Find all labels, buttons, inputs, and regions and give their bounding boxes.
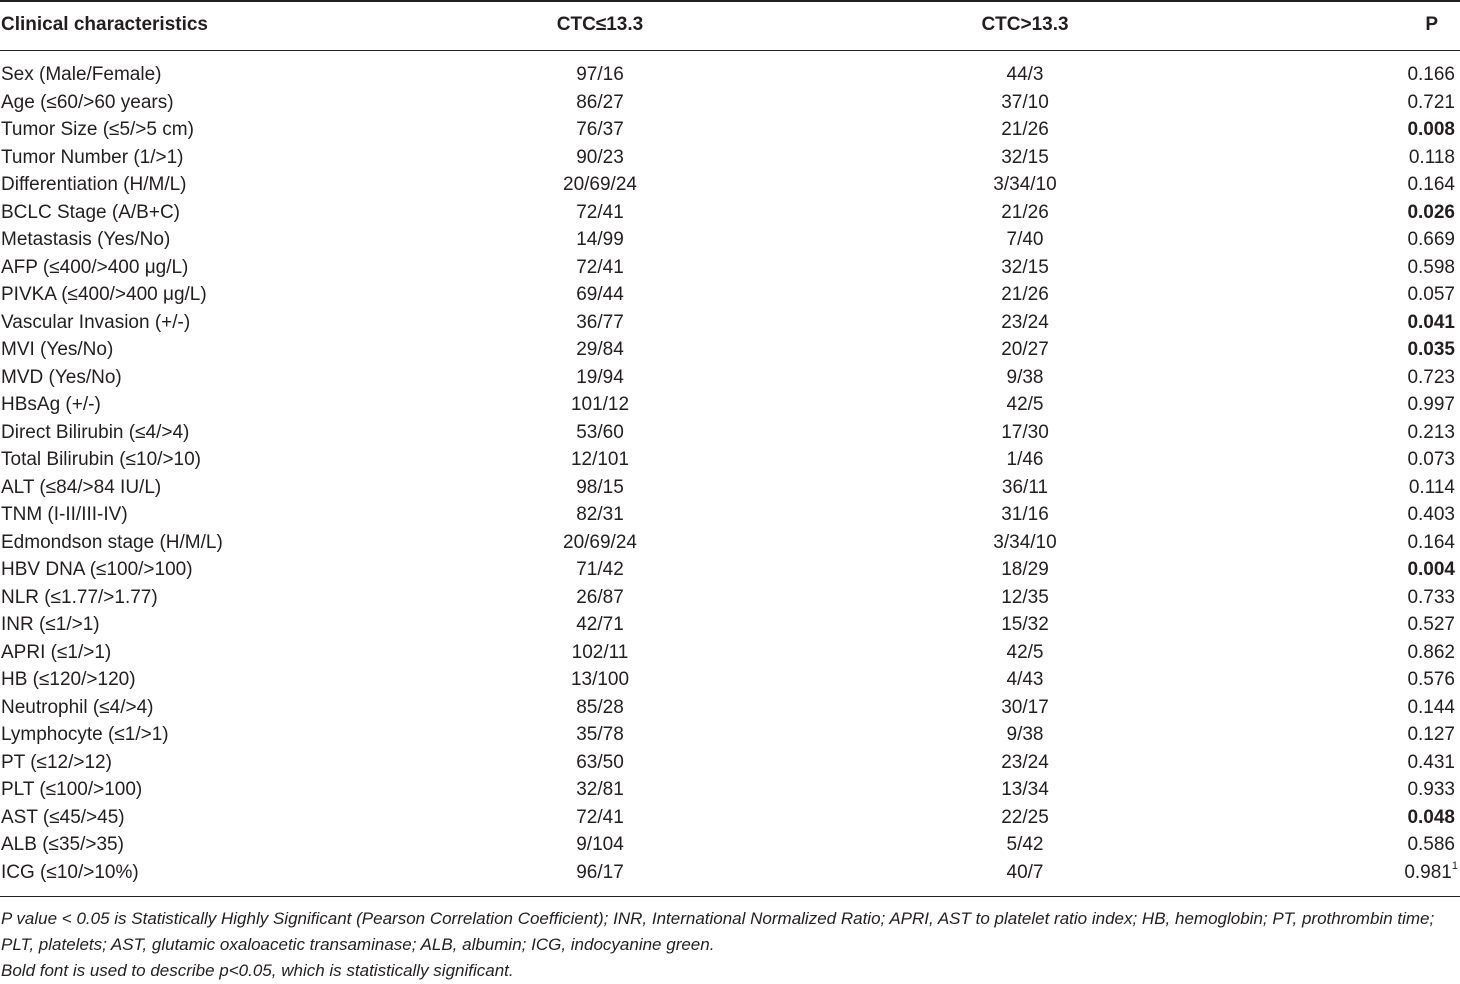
row-ctc-low-value-text: 36/77: [576, 311, 624, 333]
table-row: [0, 226, 1460, 254]
row-ctc-high-value: [850, 171, 1200, 199]
row-label-text: Differentiation (H/M/L): [1, 174, 187, 195]
row-ctc-low-value: [355, 831, 845, 859]
row-p-value: [1200, 171, 1460, 199]
row-p-value-text: 0.586: [1407, 834, 1455, 855]
row-p-value: [1200, 529, 1460, 557]
row-ctc-high-value: [850, 199, 1200, 227]
row-ctc-high-value-text: 31/16: [1001, 504, 1049, 525]
row-label-text: APRI (≤1/>1): [1, 641, 112, 663]
row-label: [0, 859, 360, 887]
row-ctc-high-value-text: 32/15: [1001, 256, 1049, 278]
footnote-bold-explanation: Bold font is used to describe p<0.05, which is statistically significant.: [1, 961, 514, 980]
row-ctc-high-value-text: 21/26: [1001, 201, 1049, 223]
row-ctc-high-value-text: 42/5: [1006, 641, 1044, 663]
row-p-value: [1200, 749, 1460, 777]
header-p-value: P: [1200, 0, 1460, 51]
row-p-value-text: 0.118: [1408, 146, 1455, 168]
table-row: [0, 419, 1460, 447]
row-ctc-low-value-text: 35/78: [576, 724, 624, 745]
row-ctc-low-value: [355, 776, 845, 804]
row-ctc-low-value: [355, 364, 845, 392]
table-row: [0, 859, 1460, 887]
row-ctc-low-value: [355, 199, 845, 227]
row-p-value: [1200, 831, 1460, 859]
row-p-value: [1200, 859, 1460, 887]
row-ctc-high-value: [850, 226, 1200, 254]
row-label-text: HB (≤120/>120): [1, 669, 136, 690]
row-label-text: INR (≤1/>1): [1, 614, 100, 635]
row-p-value: [1200, 666, 1460, 694]
row-ctc-high-value-text: 44/3: [1006, 64, 1044, 85]
row-p-value-text: 0.598: [1407, 256, 1455, 278]
row-label: [0, 831, 360, 859]
row-ctc-high-value: [850, 474, 1200, 502]
row-ctc-low-value-text: 69/44: [576, 284, 624, 305]
row-ctc-low-value-text: 13/100: [570, 669, 630, 690]
row-label-text: Direct Bilirubin (≤4/>4): [1, 421, 190, 443]
row-ctc-high-value: [850, 419, 1200, 447]
row-label: [0, 171, 360, 199]
row-label-text: PLT (≤100/>100): [1, 779, 143, 800]
row-ctc-low-value: [355, 281, 845, 309]
row-p-value-text: 0.164: [1407, 174, 1455, 195]
row-p-value-text: 0.073: [1407, 449, 1455, 470]
row-label: [0, 364, 360, 392]
table-row: [0, 694, 1460, 722]
table-row: [0, 474, 1460, 502]
row-ctc-high-value-text: 32/15: [1001, 146, 1049, 168]
row-label-text: Sex (Male/Female): [1, 64, 162, 85]
row-p-value: [1200, 446, 1460, 474]
row-ctc-high-value-text: 9/38: [1006, 366, 1044, 388]
table-row: [0, 309, 1460, 337]
row-ctc-high-value: [850, 639, 1200, 667]
row-label-text: NLR (≤1.77/>1.77): [1, 586, 158, 608]
table-body: [0, 51, 1460, 887]
table-row: [0, 584, 1460, 612]
row-p-value: [1200, 391, 1460, 419]
row-ctc-low-value-text: 96/17: [576, 861, 624, 883]
row-ctc-high-value: [850, 144, 1200, 172]
row-ctc-low-value: [355, 666, 845, 694]
table-row: [0, 254, 1460, 282]
row-ctc-low-value-text: 42/71: [576, 614, 624, 635]
row-ctc-low-value-text: 85/28: [576, 696, 624, 718]
row-label-text: ICG (≤10/>10%): [1, 861, 139, 883]
table-row: [0, 639, 1460, 667]
row-ctc-low-value: [355, 804, 845, 832]
row-ctc-low-value-text: 19/94: [576, 366, 624, 388]
table-row: [0, 336, 1460, 364]
row-ctc-low-value: [355, 226, 845, 254]
row-ctc-high-value-text: 7/40: [1006, 229, 1044, 250]
footnote-abbreviations: P value < 0.05 is Statistically Highly Significant (Pearson Correlation Coefficient); INR, International Normalized Ratio; APRI, AST to platelet ratio index; HB, hemoglobin; PT, prothrombin time; PLT, platelets; AST, glutamic oxaloacetic transaminase; ALB, albumin; ICG, indocyanine green.: [1, 909, 1435, 954]
row-ctc-high-value-text: 9/38: [1006, 724, 1044, 745]
row-ctc-low-value: [355, 721, 845, 749]
table-row: [0, 556, 1460, 584]
row-p-value: [1200, 281, 1460, 309]
row-ctc-high-value: [850, 116, 1200, 144]
row-ctc-low-value-text: 63/50: [576, 751, 624, 773]
row-p-value: [1200, 254, 1460, 282]
table-row: [0, 116, 1460, 144]
header-ctc-low: CTC≤13.3: [355, 0, 845, 51]
row-ctc-low-value: [355, 584, 845, 612]
row-p-value: [1200, 336, 1460, 364]
row-p-value-text: 0.981: [1404, 861, 1452, 883]
row-label-text: Edmondson stage (H/M/L): [1, 531, 223, 553]
table-row: [0, 171, 1460, 199]
row-p-value-text: 0.862: [1407, 641, 1455, 663]
row-label: [0, 391, 360, 419]
row-label: [0, 556, 360, 584]
row-ctc-low-value-text: 32/81: [576, 779, 624, 800]
row-p-value-text: 0.035: [1407, 339, 1455, 360]
row-label-text: AST (≤45/>45): [1, 806, 125, 828]
row-ctc-high-value-text: 37/10: [1001, 91, 1049, 113]
row-ctc-low-value: [355, 309, 845, 337]
table-row: [0, 89, 1460, 117]
row-ctc-low-value: [355, 116, 845, 144]
row-ctc-low-value: [355, 474, 845, 502]
row-p-value-text: 0.403: [1407, 504, 1455, 525]
row-label-text: Lymphocyte (≤1/>1): [1, 724, 169, 745]
row-label-text: Tumor Size (≤5/>5 cm): [1, 119, 194, 140]
row-p-value: [1200, 144, 1460, 172]
row-p-value-text: 0.144: [1407, 696, 1455, 718]
row-label-text: ALB (≤35/>35): [1, 834, 124, 855]
row-ctc-high-value: [850, 804, 1200, 832]
row-label: [0, 51, 360, 89]
row-ctc-low-value: [355, 446, 845, 474]
row-ctc-low-value-text: 12/101: [570, 449, 630, 470]
row-p-value: [1200, 694, 1460, 722]
row-ctc-low-value-text: 53/60: [576, 421, 624, 443]
row-ctc-high-value: [850, 51, 1200, 89]
row-p-value-text: 0.041: [1407, 311, 1455, 333]
row-ctc-low-value: [355, 51, 845, 89]
row-ctc-low-value-text: 72/41: [576, 201, 624, 223]
row-label-text: Vascular Invasion (+/-): [1, 311, 191, 333]
row-ctc-low-value: [355, 336, 845, 364]
table-row: [0, 199, 1460, 227]
row-ctc-high-value-text: 3/34/10: [993, 531, 1057, 553]
row-p-value-text: 0.527: [1407, 614, 1455, 635]
row-label-text: Tumor Number (1/>1): [1, 146, 184, 168]
row-label: [0, 529, 360, 557]
row-label-text: HBV DNA (≤100/>100): [1, 559, 193, 580]
row-ctc-low-value-text: 97/16: [576, 64, 624, 85]
row-ctc-high-value-text: 30/17: [1001, 696, 1049, 718]
row-ctc-low-value: [355, 529, 845, 557]
row-p-value-text: 0.431: [1407, 751, 1455, 773]
row-p-value: [1200, 639, 1460, 667]
row-ctc-low-value: [355, 254, 845, 282]
table-row: [0, 666, 1460, 694]
row-p-value: [1200, 776, 1460, 804]
row-p-value: [1200, 364, 1460, 392]
row-label-text: Metastasis (Yes/No): [1, 229, 171, 250]
row-ctc-high-value-text: 4/43: [1006, 669, 1044, 690]
row-label: [0, 666, 360, 694]
row-ctc-low-value-text: 71/42: [576, 559, 624, 580]
row-label: [0, 639, 360, 667]
row-ctc-low-value: [355, 89, 845, 117]
row-label-text: Age (≤60/>60 years): [1, 91, 174, 113]
row-label: [0, 336, 360, 364]
row-label-text: AFP (≤400/>400 μg/L): [1, 256, 189, 278]
row-p-value: [1200, 556, 1460, 584]
header-clinical-characteristics: Clinical characteristics: [0, 0, 360, 51]
row-p-value: [1200, 51, 1460, 89]
table-row: [0, 391, 1460, 419]
footnote-marker: 1: [1451, 859, 1458, 872]
table-row: [0, 51, 1460, 89]
row-ctc-low-value-text: 9/104: [576, 834, 624, 855]
row-ctc-high-value-text: 17/30: [1001, 421, 1049, 443]
row-ctc-low-value-text: 90/23: [576, 146, 624, 168]
header-ctc-high: CTC>13.3: [850, 0, 1200, 51]
row-ctc-high-value: [850, 89, 1200, 117]
row-ctc-low-value-text: 102/11: [571, 641, 629, 663]
row-ctc-high-value: [850, 391, 1200, 419]
row-label-text: ALT (≤84/>84 IU/L): [1, 476, 162, 498]
row-ctc-low-value-text: 98/15: [576, 476, 624, 498]
row-ctc-high-value-text: 5/42: [1006, 834, 1044, 855]
row-label: [0, 419, 360, 447]
row-p-value: [1200, 309, 1460, 337]
row-label-text: TNM (I-II/III-IV): [1, 504, 128, 525]
row-p-value: [1200, 584, 1460, 612]
row-p-value-text: 0.997: [1407, 394, 1455, 415]
row-ctc-low-value-text: 86/27: [576, 91, 624, 113]
row-ctc-low-value: [355, 391, 845, 419]
row-label: [0, 226, 360, 254]
row-ctc-high-value: [850, 501, 1200, 529]
row-ctc-high-value-text: 15/32: [1001, 614, 1049, 635]
table-row: [0, 804, 1460, 832]
row-ctc-high-value: [850, 254, 1200, 282]
row-ctc-low-value-text: 101/12: [570, 394, 630, 415]
row-label: [0, 116, 360, 144]
row-ctc-high-value: [850, 831, 1200, 859]
row-ctc-low-value: [355, 419, 845, 447]
row-ctc-high-value-text: 20/27: [1001, 339, 1049, 360]
row-ctc-low-value: [355, 611, 845, 639]
row-p-value-text: 0.733: [1407, 586, 1455, 608]
row-label: [0, 694, 360, 722]
row-p-value: [1200, 721, 1460, 749]
row-label: [0, 721, 360, 749]
row-ctc-high-value: [850, 556, 1200, 584]
table-header-row: [0, 0, 1460, 51]
row-ctc-high-value: [850, 666, 1200, 694]
row-p-value-text: 0.127: [1407, 724, 1455, 745]
row-p-value: [1200, 611, 1460, 639]
row-ctc-high-value-text: 22/25: [1001, 806, 1049, 828]
row-p-value-text: 0.721: [1407, 91, 1455, 113]
row-label: [0, 199, 360, 227]
row-ctc-low-value-text: 82/31: [576, 504, 624, 525]
row-ctc-low-value-text: 29/84: [576, 339, 624, 360]
row-ctc-low-value-text: 72/41: [576, 256, 624, 278]
table-row: [0, 446, 1460, 474]
row-ctc-high-value-text: 36/11: [1001, 476, 1049, 498]
row-p-value-text: 0.114: [1408, 476, 1455, 498]
row-ctc-high-value: [850, 611, 1200, 639]
row-p-value-text: 0.669: [1407, 229, 1455, 250]
row-p-value-text: 0.576: [1407, 669, 1455, 690]
row-ctc-high-value: [850, 281, 1200, 309]
row-p-value-text: 0.164: [1407, 531, 1455, 553]
row-ctc-high-value: [850, 336, 1200, 364]
row-label-text: Neutrophil (≤4/>4): [1, 696, 154, 718]
table-row: [0, 501, 1460, 529]
row-ctc-high-value-text: 18/29: [1001, 559, 1049, 580]
row-p-value-text: 0.723: [1407, 366, 1455, 388]
row-p-value-text: 0.026: [1407, 201, 1455, 223]
row-ctc-high-value: [850, 309, 1200, 337]
table-footnotes: [0, 906, 1460, 984]
row-label: [0, 446, 360, 474]
table-row: [0, 611, 1460, 639]
row-label: [0, 501, 360, 529]
row-label: [0, 584, 360, 612]
row-ctc-low-value-text: 76/37: [576, 119, 624, 140]
row-ctc-high-value: [850, 749, 1200, 777]
row-ctc-low-value: [355, 501, 845, 529]
table-row: [0, 281, 1460, 309]
row-ctc-low-value: [355, 694, 845, 722]
table-row: [0, 749, 1460, 777]
row-ctc-low-value: [355, 859, 845, 887]
table-row: [0, 364, 1460, 392]
row-label-text: MVD (Yes/No): [1, 366, 122, 388]
row-label-text: BCLC Stage (A/B+C): [1, 201, 180, 223]
row-label: [0, 776, 360, 804]
row-p-value-text: 0.004: [1407, 559, 1455, 580]
row-ctc-high-value-text: 23/24: [1001, 751, 1049, 773]
row-p-value: [1200, 501, 1460, 529]
row-ctc-high-value-text: 40/7: [1006, 861, 1044, 883]
row-ctc-high-value: [850, 364, 1200, 392]
row-ctc-high-value: [850, 776, 1200, 804]
row-label: [0, 89, 360, 117]
table-row: [0, 831, 1460, 859]
row-label-text: HBsAg (+/-): [1, 394, 101, 415]
row-ctc-high-value: [850, 529, 1200, 557]
row-p-value: [1200, 226, 1460, 254]
row-ctc-low-value: [355, 639, 845, 667]
row-p-value-text: 0.048: [1407, 806, 1455, 828]
row-label: [0, 254, 360, 282]
row-p-value: [1200, 804, 1460, 832]
row-ctc-low-value: [355, 171, 845, 199]
row-p-value: [1200, 419, 1460, 447]
row-label-text: Total Bilirubin (≤10/>10): [1, 449, 202, 470]
row-ctc-high-value-text: 23/24: [1001, 311, 1049, 333]
row-label: [0, 144, 360, 172]
row-label: [0, 804, 360, 832]
row-p-value: [1200, 474, 1460, 502]
row-label: [0, 474, 360, 502]
row-p-value-text: 0.008: [1407, 119, 1455, 140]
row-ctc-high-value-text: 21/26: [1001, 284, 1049, 305]
row-p-value: [1200, 116, 1460, 144]
row-ctc-low-value: [355, 144, 845, 172]
row-p-value-text: 0.057: [1407, 284, 1455, 305]
table-row: [0, 776, 1460, 804]
row-ctc-high-value-text: 42/5: [1006, 394, 1044, 415]
row-label: [0, 611, 360, 639]
row-ctc-high-value-text: 13/34: [1001, 779, 1049, 800]
row-ctc-high-value-text: 21/26: [1001, 119, 1049, 140]
row-ctc-low-value-text: 20/69/24: [563, 531, 637, 553]
row-label: [0, 281, 360, 309]
row-ctc-high-value: [850, 721, 1200, 749]
row-ctc-low-value-text: 20/69/24: [563, 174, 637, 195]
row-ctc-high-value: [850, 584, 1200, 612]
row-ctc-high-value-text: 3/34/10: [993, 174, 1057, 195]
row-ctc-high-value: [850, 446, 1200, 474]
table-row: [0, 529, 1460, 557]
table-bottom-rule: [0, 896, 1460, 897]
row-ctc-low-value: [355, 749, 845, 777]
row-label: [0, 309, 360, 337]
row-p-value-text: 0.213: [1407, 421, 1455, 443]
table-row: [0, 144, 1460, 172]
row-label-text: PIVKA (≤400/>400 μg/L): [1, 284, 207, 305]
row-label-text: MVI (Yes/No): [1, 339, 114, 360]
row-ctc-high-value: [850, 694, 1200, 722]
row-ctc-low-value-text: 72/41: [576, 806, 624, 828]
row-ctc-low-value: [355, 556, 845, 584]
row-ctc-low-value-text: 26/87: [576, 586, 624, 608]
row-ctc-high-value: [850, 859, 1200, 887]
row-label: [0, 749, 360, 777]
row-p-value: [1200, 199, 1460, 227]
row-label-text: PT (≤12/>12): [1, 751, 112, 773]
row-p-value-text: 0.166: [1407, 64, 1455, 85]
table-row: [0, 721, 1460, 749]
row-ctc-high-value-text: 1/46: [1006, 449, 1044, 470]
row-ctc-high-value-text: 12/35: [1001, 586, 1049, 608]
row-p-value: [1200, 89, 1460, 117]
row-p-value-text: 0.933: [1407, 779, 1455, 800]
row-ctc-low-value-text: 14/99: [576, 229, 624, 250]
